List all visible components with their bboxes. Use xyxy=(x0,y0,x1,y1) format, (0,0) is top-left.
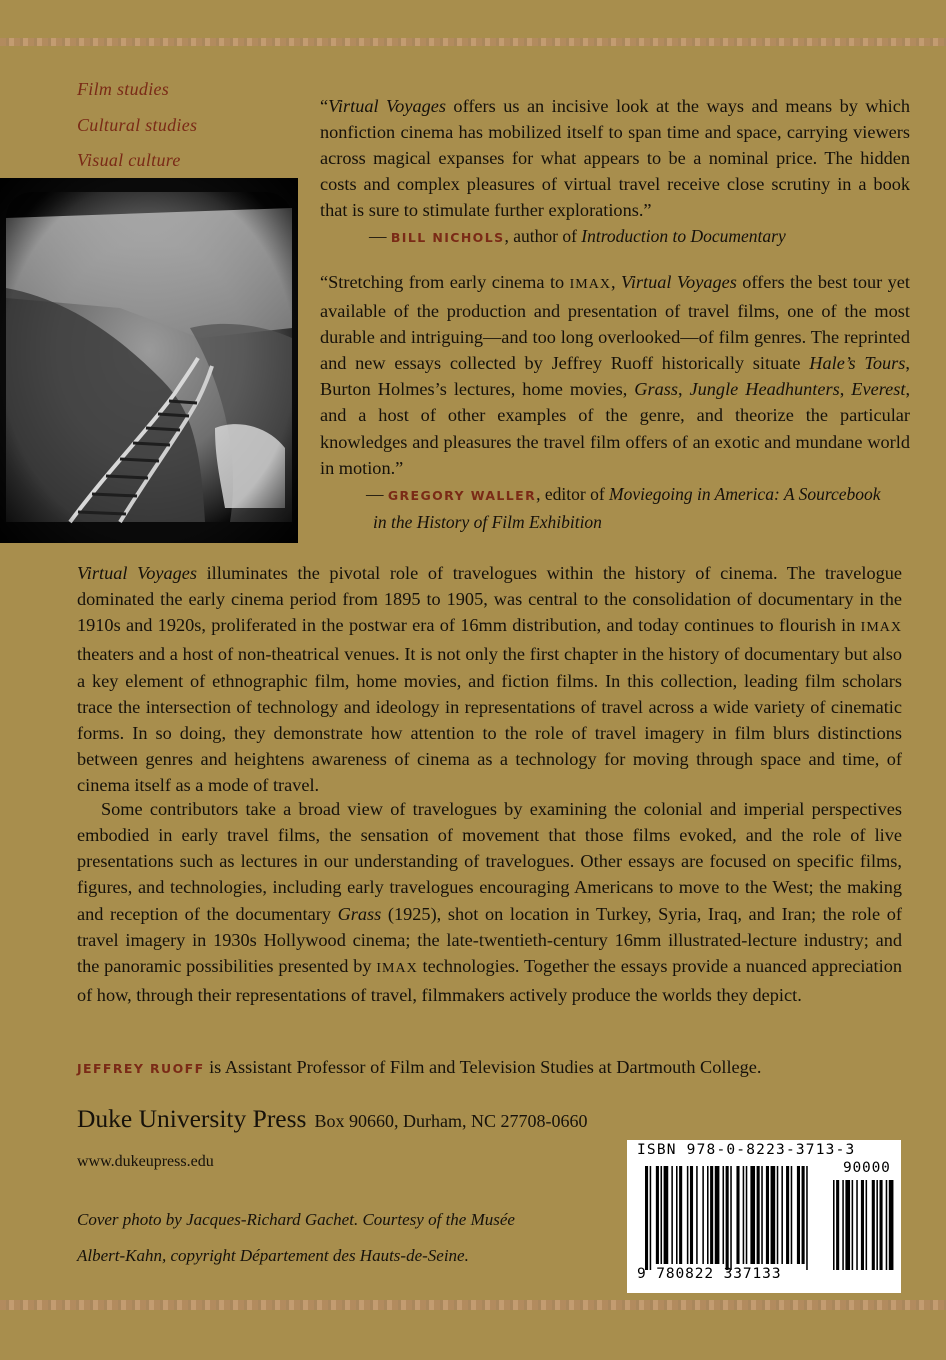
subject-item: Visual culture xyxy=(77,150,181,170)
quote-text xyxy=(320,93,910,223)
quote-attribution xyxy=(320,481,910,535)
attribution-role: , author of xyxy=(504,226,582,247)
author-name: JEFFREY RUOFF xyxy=(77,1061,205,1076)
film-title: Grass xyxy=(634,379,678,400)
endorsement-quote-nichols xyxy=(320,93,910,252)
imax-smallcaps: IMAX xyxy=(569,277,611,292)
subject-item: Film studies xyxy=(77,79,170,99)
publisher-name: Duke University Press xyxy=(77,1104,307,1133)
quote-segment: , Burton Holmes’s lectures, home movies, xyxy=(320,353,910,400)
quote-segment: “Stretching from early cinema to xyxy=(320,272,570,292)
publisher-website: www.dukeupress.edu xyxy=(77,1153,214,1170)
quote-segment: , xyxy=(677,379,690,400)
top-edge-strip xyxy=(0,38,946,46)
cover-photo-railway xyxy=(0,178,298,543)
author-bio xyxy=(77,1054,761,1082)
publisher-line xyxy=(77,1103,587,1137)
publisher-address: Box 90660, Durham, NC 27708-0660 xyxy=(314,1111,588,1131)
paragraph-text xyxy=(77,560,902,798)
paragraph-segment: illuminates the pivotal role of travelogues within the history of cinema. The travelogue dominated the early cinema period from 1895 to 1905, was central to the consolidation of documentary in the 1910s and 1920s, proliferated in the postwar era of 16mm distribution, and today continues to flourish in xyxy=(77,563,903,636)
isbn-barcode xyxy=(627,1140,901,1293)
endorser-book: Introduction to Documentary xyxy=(581,226,786,247)
price-code: 90000 xyxy=(843,1160,891,1176)
bottom-edge-strip xyxy=(0,1300,946,1310)
paragraph-segment: technologies. Together the essays provide a nuanced appreciation of how, through their representations of travel, filmmakers actively produce the worlds they depict. xyxy=(77,955,902,1006)
book-title: Virtual Voyages xyxy=(621,272,737,292)
attribution-dash: — xyxy=(369,226,391,247)
paragraph-segment: (1925), shot on location in Turkey, Syria, Iraq, and Iran; the role of travel imagery in 1930s Hollywood cinema; the late-twentieth-century 16mm illustrated-lecture industry; and the panoramic possibilities presented by xyxy=(77,903,902,976)
endorser-book-continued: in the History of Film Exhibition xyxy=(373,511,602,532)
film-title: Jungle Headhunters xyxy=(689,379,840,400)
quote-text xyxy=(320,269,910,481)
attribution-dash: — xyxy=(366,483,388,504)
paragraph-segment: theaters and a host of non-theatrical venues. It is not only the first chapter in the history of documentary but also a key element of ethnographic film, home movies, and fiction films. In this collection, leading film scholars trace the intersection of technology and ideology in representations of travel across a wide variety of cinematic forms. In so doing, they demonstrate how attention to the role of travel imagery in film blurs distinctions between genres and heightens awareness of cinema as a technology for moving through space and time, of cinema itself as a mode of travel. xyxy=(77,644,902,796)
film-title: Hale’s Tours xyxy=(809,353,906,374)
book-title: Virtual Voyages xyxy=(328,96,446,116)
paragraph-segment: Some contributors take a broad view of travelogues by examining the colonial and imperial perspectives embodied in early travel films, the sensation of movement that those films evoked, and the role of live presentations such as lectures in our understanding of travelogues. Other essays are focused on specific films, figures, and technologies, including early travelogues encouraging Americans to move to the West; the making and reception of the documentary xyxy=(77,799,902,924)
quote-body: offers us an incisive look at the ways and means by which nonfiction cinema has mobilized itself to span time and space, carrying viewers across magical expanses for what appears to be a nominal price. The hidden costs and complex pleasures of virtual travel receive close scrutiny in a book that is sure to stimulate further explorations.” xyxy=(320,96,910,221)
endorser-name: GREGORY WALLER xyxy=(387,487,537,503)
quote-segment: , xyxy=(839,379,852,400)
isbn-label: ISBN 978-0-8223-3713-3 xyxy=(637,1142,856,1158)
quote-attribution xyxy=(320,223,910,251)
description-paragraph-1 xyxy=(77,560,902,798)
barcode-digits: 9 780822 337133 xyxy=(637,1266,782,1282)
subject-item: Cultural studies xyxy=(77,114,198,135)
quote-segment: offers the best tour yet available of the production and presentation of travel films, one of the most durable and intriguing—and too long overlooked—of film genres. The reprinted and new essays collected by Jeffrey Ruoff historically situate xyxy=(320,272,910,374)
attribution-role: , editor of xyxy=(536,483,610,504)
film-title: Grass xyxy=(337,903,382,924)
endorser-book: Moviegoing in America: A Sourcebook xyxy=(609,483,881,504)
description-paragraph-2 xyxy=(77,796,902,1008)
endorser-name: BILL NICHOLS xyxy=(390,230,505,246)
author-bio-text: is Assistant Professor of Film and Television Studies at Dartmouth College. xyxy=(204,1057,762,1077)
film-title: Everest xyxy=(851,379,906,400)
open-quote-mark: “ xyxy=(320,96,329,116)
imax-smallcaps: IMAX xyxy=(376,960,418,976)
credit-line: Cover photo by Jacques-Richard Gachet. Courtesy of the Musée xyxy=(77,1210,515,1229)
credit-line: Albert-Kahn, copyright Département des Hauts-de-Seine. xyxy=(77,1245,469,1265)
book-title: Virtual Voyages xyxy=(77,563,197,583)
subject-categories xyxy=(77,72,197,179)
cover-photo-credit xyxy=(77,1202,547,1273)
paragraph-text xyxy=(77,796,902,1008)
quote-segment: , and a host of other examples of the genre, and theorize the particular knowledges and pleasures the travel film offers of an exotic and mundane world in motion.” xyxy=(320,379,911,478)
quote-segment: , xyxy=(610,272,622,292)
imax-smallcaps: IMAX xyxy=(860,620,902,636)
railway-photo-image xyxy=(0,178,298,543)
endorsement-quote-waller xyxy=(320,269,910,535)
